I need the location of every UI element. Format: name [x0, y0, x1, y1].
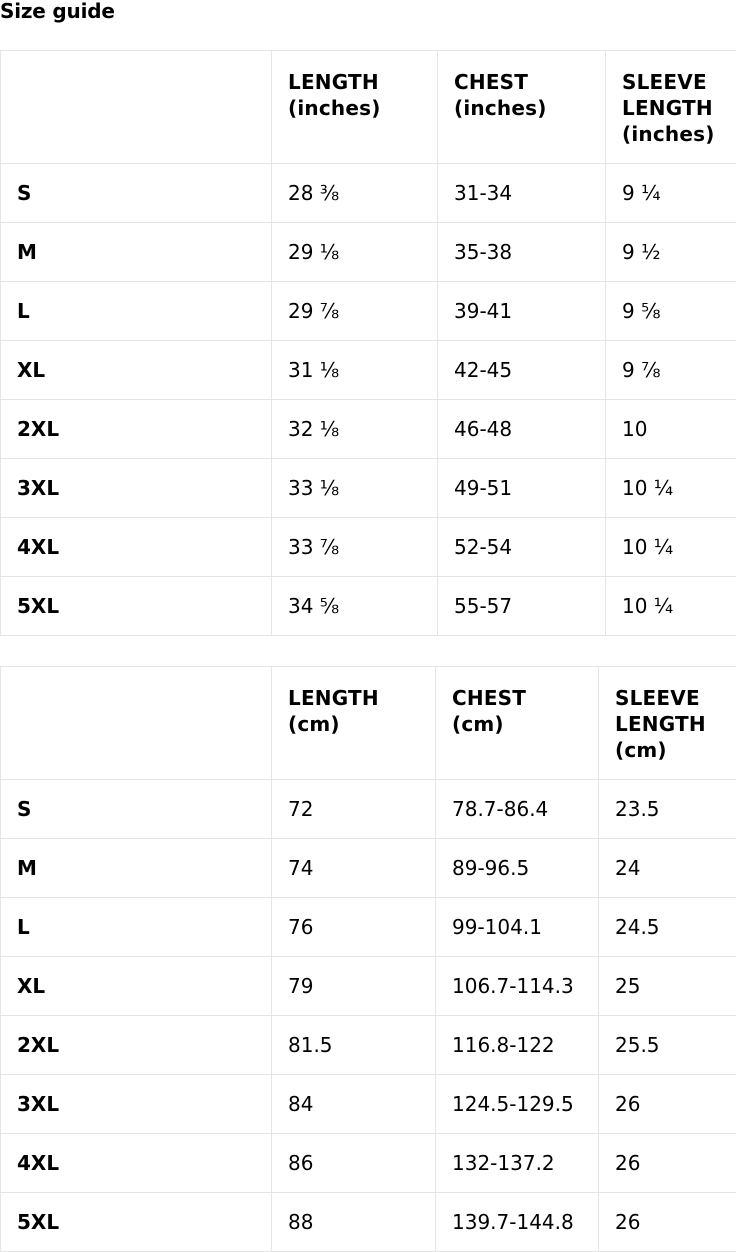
length-cell: 86: [272, 1134, 436, 1193]
size-cell: 3XL: [1, 459, 272, 518]
sleeve-length-cell: 26: [599, 1075, 736, 1134]
table-row: [1, 780, 736, 839]
size-cell: 5XL: [1, 577, 272, 636]
table-row: [1, 1193, 736, 1252]
length-cell: 79: [272, 957, 436, 1016]
sleeve-length-cell: 26: [599, 1193, 736, 1252]
length-cell: 34 ⅝: [272, 577, 438, 636]
sleeve-length-cell: 25.5: [599, 1016, 736, 1075]
chest-cell: 46-48: [438, 400, 606, 459]
chest-cell: 132-137.2: [436, 1134, 599, 1193]
length-cell: 33 ⅛: [272, 459, 438, 518]
sleeve-length-cell: 10 ¼: [606, 577, 736, 636]
chest-cell: 89-96.5: [436, 839, 599, 898]
column-header-sleeve-length: SLEEVE LENGTH (inches): [606, 51, 736, 164]
chest-cell: 35-38: [438, 223, 606, 282]
size-cell: 4XL: [1, 518, 272, 577]
table-row: [1, 341, 736, 400]
chest-cell: 124.5-129.5: [436, 1075, 599, 1134]
chest-cell: 52-54: [438, 518, 606, 577]
length-cell: 33 ⅞: [272, 518, 438, 577]
length-cell: 81.5: [272, 1016, 436, 1075]
size-cell: M: [1, 223, 272, 282]
size-table-cm: [0, 666, 736, 1252]
table-row: [1, 400, 736, 459]
sleeve-length-cell: 9 ⅞: [606, 341, 736, 400]
size-cell: 4XL: [1, 1134, 272, 1193]
sleeve-length-cell: 26: [599, 1134, 736, 1193]
size-cell: L: [1, 898, 272, 957]
sleeve-length-cell: 25: [599, 957, 736, 1016]
sleeve-length-cell: 24.5: [599, 898, 736, 957]
length-cell: 28 ⅜: [272, 164, 438, 223]
chest-cell: 49-51: [438, 459, 606, 518]
chest-cell: 78.7-86.4: [436, 780, 599, 839]
sleeve-length-cell: 23.5: [599, 780, 736, 839]
size-cell: 2XL: [1, 1016, 272, 1075]
sleeve-length-cell: 24: [599, 839, 736, 898]
sleeve-length-cell: 10 ¼: [606, 518, 736, 577]
sleeve-length-cell: 9 ⅝: [606, 282, 736, 341]
sleeve-length-cell: 10: [606, 400, 736, 459]
length-cell: 29 ⅞: [272, 282, 438, 341]
table-row: [1, 518, 736, 577]
chest-cell: 116.8-122: [436, 1016, 599, 1075]
size-cell: 2XL: [1, 400, 272, 459]
column-header-length: LENGTH (inches): [272, 51, 438, 164]
length-cell: 29 ⅛: [272, 223, 438, 282]
sleeve-length-cell: 10 ¼: [606, 459, 736, 518]
length-cell: 84: [272, 1075, 436, 1134]
table-row: [1, 1134, 736, 1193]
column-header-size: [1, 51, 272, 164]
size-cell: 5XL: [1, 1193, 272, 1252]
chest-cell: 139.7-144.8: [436, 1193, 599, 1252]
size-cell: M: [1, 839, 272, 898]
column-header-length: LENGTH (cm): [272, 667, 436, 780]
table-row: [1, 1016, 736, 1075]
size-cell: 3XL: [1, 1075, 272, 1134]
table-row: [1, 839, 736, 898]
length-cell: 88: [272, 1193, 436, 1252]
column-header-size: [1, 667, 272, 780]
chest-cell: 106.7-114.3: [436, 957, 599, 1016]
length-cell: 74: [272, 839, 436, 898]
size-cell: S: [1, 780, 272, 839]
length-cell: 32 ⅛: [272, 400, 438, 459]
chest-cell: 31-34: [438, 164, 606, 223]
page-title: Size guide: [0, 0, 115, 23]
size-cell: XL: [1, 957, 272, 1016]
column-header-chest: CHEST (inches): [438, 51, 606, 164]
sleeve-length-cell: 9 ¼: [606, 164, 736, 223]
chest-cell: 42-45: [438, 341, 606, 400]
table-row: [1, 957, 736, 1016]
column-header-sleeve-length: SLEEVE LENGTH (cm): [599, 667, 736, 780]
table-header-row: [1, 667, 736, 780]
table-row: [1, 223, 736, 282]
chest-cell: 99-104.1: [436, 898, 599, 957]
column-header-chest: CHEST (cm): [436, 667, 599, 780]
size-cell: L: [1, 282, 272, 341]
table-row: [1, 577, 736, 636]
sleeve-length-cell: 9 ½: [606, 223, 736, 282]
length-cell: 72: [272, 780, 436, 839]
size-cell: S: [1, 164, 272, 223]
chest-cell: 39-41: [438, 282, 606, 341]
table-row: [1, 1075, 736, 1134]
table-row: [1, 282, 736, 341]
length-cell: 31 ⅛: [272, 341, 438, 400]
table-row: [1, 164, 736, 223]
table-row: [1, 459, 736, 518]
chest-cell: 55-57: [438, 577, 606, 636]
size-table-inches: [0, 50, 736, 636]
table-header-row: [1, 51, 736, 164]
length-cell: 76: [272, 898, 436, 957]
table-row: [1, 898, 736, 957]
size-cell: XL: [1, 341, 272, 400]
